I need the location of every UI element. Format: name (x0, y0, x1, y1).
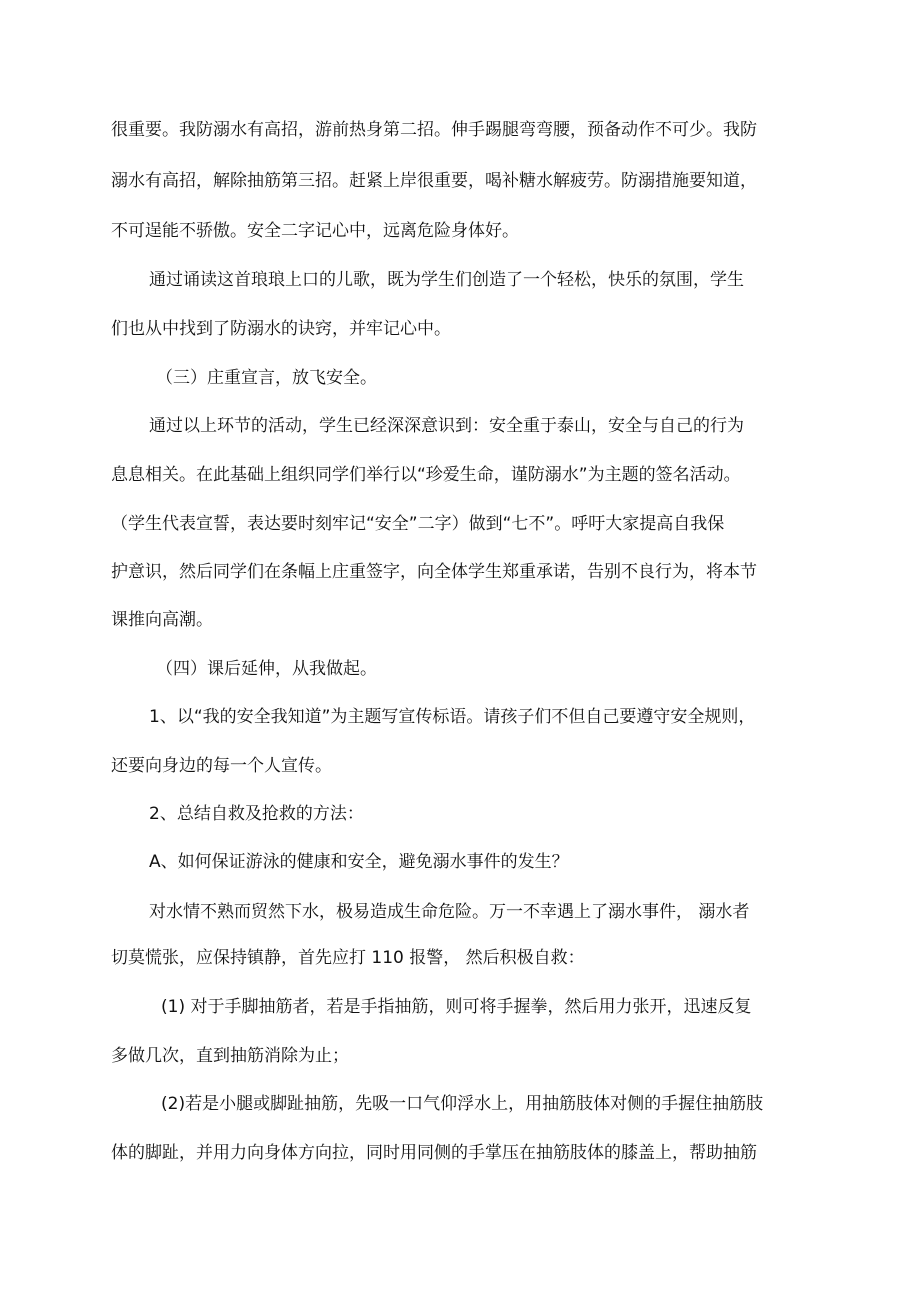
paragraph-line: 切莫慌张，应保持镇静，首先应打 110 报警， 然后积极自救： (111, 948, 585, 968)
paragraph-line: 体的脚趾，并用力向身体方向拉，同时用同侧的手掌压在抽筋肢体的膝盖上，帮助抽筋 (111, 1143, 757, 1163)
list-item-line: 1、以“我的安全我知道”为主题写宣传标语。请孩子们不但自己要遵守安全规则， (149, 707, 756, 727)
paragraph-line: （学生代表宣誓，表达要时刻牢记“安全”二字）做到“七不”。呼吁大家提高自我保 (111, 514, 725, 534)
paragraph-line: 多做几次，直到抽筋消除为止； (111, 1046, 349, 1066)
section-heading: （三）庄重宣言，放飞安全。 (156, 368, 377, 388)
paragraph-line: 还要向身边的每一个人宣传。 (111, 756, 332, 776)
list-item-line: (1) 对于手脚抽筋者，若是手指抽筋，则可将手握拳，然后用力张开，迅速反复 (161, 997, 752, 1017)
section-heading: （四）课后延伸，从我做起。 (156, 659, 377, 679)
paragraph-line: 护意识，然后同学们在条幅上庄重签字，向全体学生郑重承诺，告别不良行为，将本节 (111, 562, 757, 582)
paragraph-line: 很重要。我防溺水有高招，游前热身第二招。伸手踢腿弯弯腰，预备动作不可少。我防 (111, 120, 757, 140)
paragraph-line: 课推向高潮。 (111, 610, 213, 630)
paragraph-line: 们也从中找到了防溺水的诀窍，并牢记心中。 (111, 319, 451, 339)
paragraph-line: 溺水有高招，解除抽筋第三招。赶紧上岸很重要，喝补糖水解疲劳。防溺措施要知道， (111, 171, 757, 191)
paragraph-line: 对水情不熟而贸然下水，极易造成生命危险。万一不幸遇上了溺水事件， 溺水者 (149, 902, 750, 922)
list-item-line: 2、总结自救及抢救的方法： (149, 804, 364, 824)
paragraph-line: 息息相关。在此基础上组织同学们举行以“珍爱生命，谨防溺水”为主题的签名活动。 (111, 465, 741, 485)
subheading-line: A、如何保证游泳的健康和安全，避免溺水事件的发生？ (149, 852, 569, 872)
paragraph-line: 通过以上环节的活动，学生已经深深意识到：安全重于泰山，安全与自己的行为 (149, 416, 744, 436)
paragraph-line: 通过诵读这首琅琅上口的儿歌，既为学生们创造了一个轻松，快乐的氛围，学生 (149, 270, 744, 290)
list-item-line: (2)若是小腿或脚趾抽筋，先吸一口气仰浮水上，用抽筋肢体对侧的手握住抽筋肢 (161, 1094, 764, 1114)
paragraph-line: 不可逞能不骄傲。安全二字记心中，远离危险身体好。 (111, 221, 519, 241)
